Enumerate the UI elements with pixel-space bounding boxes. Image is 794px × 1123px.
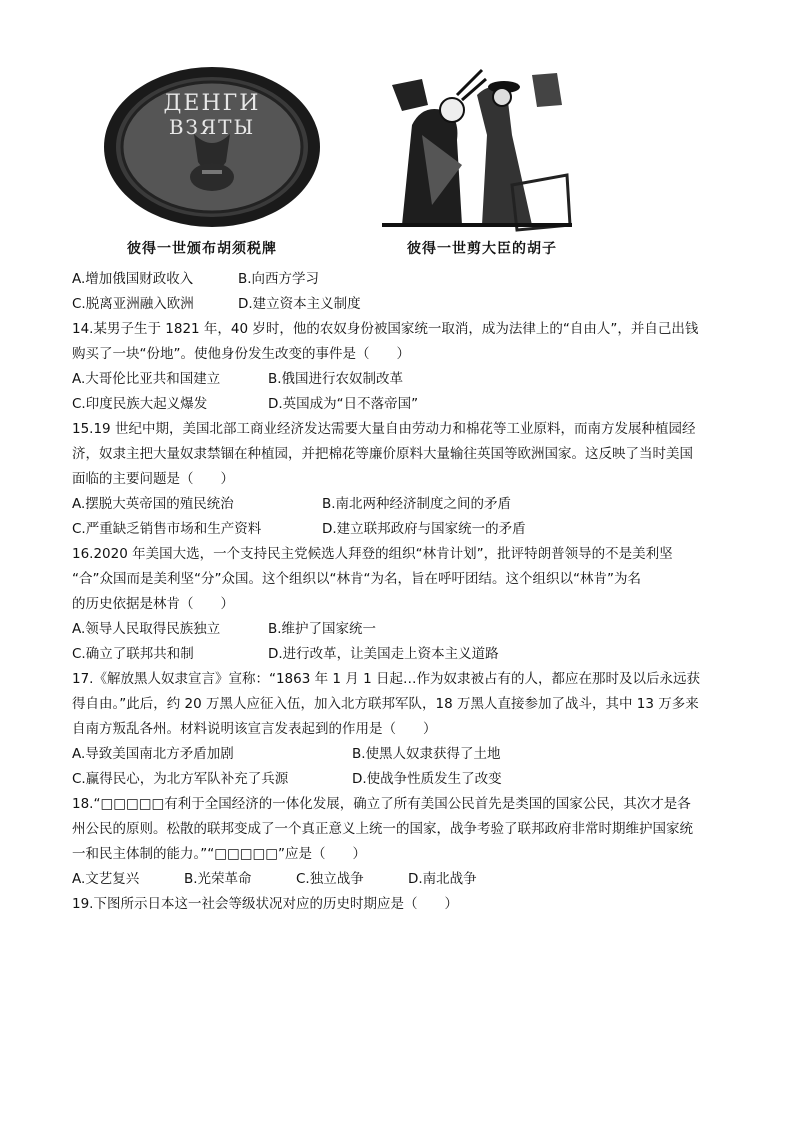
q16-option-d[interactable]: D.进行改革，让美国走上资本主义道路 — [268, 646, 499, 662]
q15-options-row-1 — [72, 492, 727, 517]
right-figure-caption: 彼得一世剪大臣的胡子 — [407, 241, 557, 257]
q18-option-b[interactable]: B.光荣革命 — [184, 871, 252, 887]
q14-stem-line-1: 14.某男子生于 1821 年，40 岁时，他的农奴身份被国家统一取消，成为法律上的“自由人”，并自己出钱 — [72, 321, 699, 337]
q17-option-c[interactable]: C.赢得民心，为北方军队补充了兵源 — [72, 771, 289, 787]
q18-option-a[interactable]: A.文艺复兴 — [72, 871, 140, 887]
q19-stem-line-1: 19.下图所示日本这一社会等级状况对应的历史时期应是（ ） — [72, 896, 458, 912]
q13-option-c[interactable]: C.脱离亚洲融入欧洲 — [72, 296, 194, 312]
q16-stem-line-2: “合”众国而是美利坚“分”众国。这个组织以“林肯“为名，旨在呼吁团结。这个组织以“林肯”为名 — [72, 571, 641, 587]
q17-stem-line-3: 自南方叛乱各州。材料说明该宣言发表起到的作用是（ ） — [72, 721, 437, 737]
q15-options-row-2 — [72, 517, 727, 542]
q17-options-row-1 — [72, 742, 727, 767]
q14-option-b[interactable]: B.俄国进行农奴制改革 — [268, 371, 404, 387]
q13-options-row-1 — [72, 267, 727, 292]
q16-stem-line-3: 的历史依据是林肯（ ） — [72, 596, 234, 612]
q13-option-b[interactable]: B.向西方学习 — [238, 271, 320, 287]
q14-option-a[interactable]: A.大哥伦比亚共和国建立 — [72, 371, 221, 387]
left-figure-caption: 彼得一世颁布胡须税牌 — [127, 241, 277, 257]
q15-option-c[interactable]: C.严重缺乏销售市场和生产资料 — [72, 521, 262, 537]
q16-option-a[interactable]: A.领导人民取得民族独立 — [72, 621, 221, 637]
q18-stem-line-2: 州公民的原则。松散的联邦变成了一个真正意义上统一的国家，战争考验了联邦政府非常时期维护国家统 — [72, 821, 693, 837]
q18-option-c[interactable]: C.独立战争 — [296, 871, 364, 887]
beard-cutting-woodcut-image — [382, 65, 572, 233]
coin-text-1: ДЕНГИ — [163, 91, 261, 116]
q15-stem-line-3: 面临的主要问题是（ ） — [72, 471, 234, 487]
q15-option-d[interactable]: D.建立联邦政府与国家统一的矛盾 — [322, 521, 526, 537]
q16-stem-line-1: 16.2020 年美国大选，一个支持民主党候选人拜登的组织“林肯计划”，批评特朗普领导的不是美利坚 — [72, 546, 673, 562]
q13-option-d[interactable]: D.建立资本主义制度 — [238, 296, 361, 312]
exam-page — [72, 62, 727, 917]
q15-option-a[interactable]: A.摆脱大英帝国的殖民统治 — [72, 496, 234, 512]
q16-options-row-1 — [72, 617, 727, 642]
q14-options-row-2 — [72, 392, 727, 417]
q17-options-row-2 — [72, 767, 727, 792]
q16-option-c[interactable]: C.确立了联邦共和制 — [72, 646, 194, 662]
q16-option-b[interactable]: B.维护了国家统一 — [268, 621, 377, 637]
q14-stem-line-2: 购买了一块“份地”。使他身份发生改变的事件是（ ） — [72, 346, 410, 362]
q17-stem-line-1: 17.《解放黑人奴隶宣言》宣称：“1863 年 1 月 1 日起…作为奴隶被占有的人，都应在那时及以后永远获 — [72, 671, 700, 687]
q18-option-d[interactable]: D.南北战争 — [408, 871, 477, 887]
q17-stem-line-2: 得自由。”此后，约 20 万黑人应征入伍，加入北方联邦军队，18 万黑人直接参加了战斗，其中 13 万多来 — [72, 696, 699, 712]
q14-options-row-1 — [72, 367, 727, 392]
coin-text-2: ВЗЯТЫ — [168, 115, 256, 139]
q14-option-c[interactable]: C.印度民族大起义爆发 — [72, 396, 208, 412]
q17-option-d[interactable]: D.使战争性质发生了改变 — [352, 771, 502, 787]
q16-options-row-2 — [72, 642, 727, 667]
q15-stem-line-1: 15.19 世纪中期，美国北部工商业经济发达需要大量自由劳动力和棉花等工业原料，而南方发展种植园经 — [72, 421, 696, 437]
q17-option-a[interactable]: A.导致美国南北方矛盾加剧 — [72, 746, 234, 762]
figures-row — [72, 62, 727, 267]
beard-tax-token-image — [102, 62, 332, 232]
q15-option-b[interactable]: B.南北两种经济制度之间的矛盾 — [322, 496, 512, 512]
q17-option-b[interactable]: B.使黑人奴隶获得了土地 — [352, 746, 501, 762]
q18-options-row — [72, 867, 727, 892]
q18-stem-line-3: 一和民主体制的能力。”“□□□□□”应是（ ） — [72, 846, 367, 862]
q13-options-row-2 — [72, 292, 727, 317]
q18-stem-line-1: 18.“□□□□□有利于全国经济的一体化发展，确立了所有美国公民首先是类国的国家公民，其次才是各 — [72, 796, 691, 812]
q15-stem-line-2: 济，奴隶主把大量奴隶禁锢在种植园，并把棉花等廉价原料大量输往英国等欧洲国家。这反映了当时美国 — [72, 446, 693, 462]
q14-option-d[interactable]: D.英国成为“日不落帝国” — [268, 396, 419, 412]
q13-option-a[interactable]: A.增加俄国财政收入 — [72, 271, 194, 287]
